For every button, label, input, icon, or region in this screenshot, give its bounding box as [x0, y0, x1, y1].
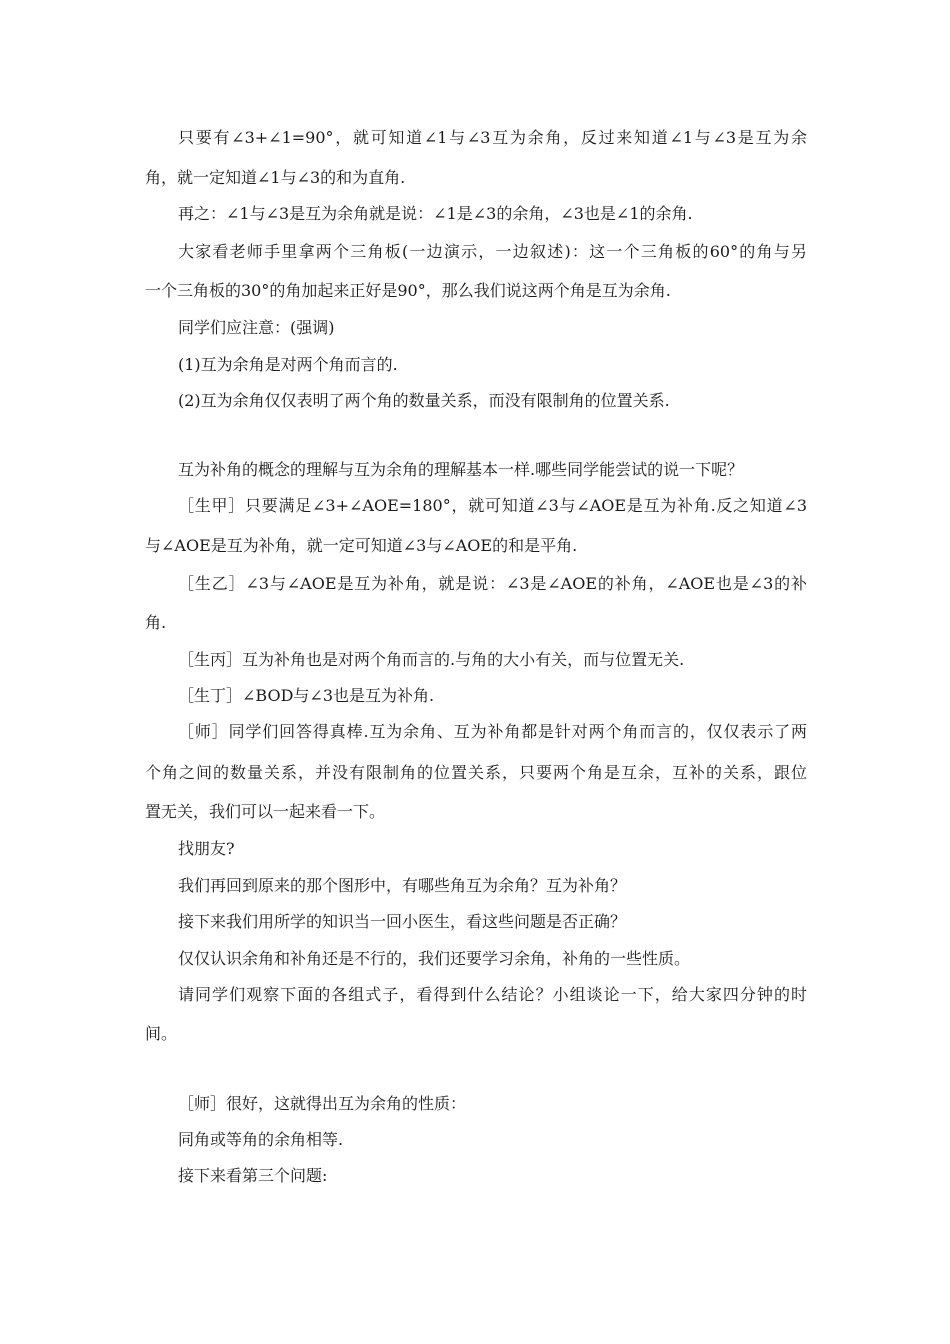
paragraph-line: 同角或等角的余角相等. [178, 1130, 344, 1149]
paragraph-line: 请同学们观察下面的各组式子，看得到什么结论？小组谈论一下，给大家四分钟的时 [178, 985, 807, 1004]
paragraph-line: ［师］同学们回答得真棒.互为余角、互为补角都是针对两个角而言的，仅仅表示了两 [178, 722, 807, 741]
paragraph-line: ［生丁］∠BOD与∠3也是互为补角. [178, 686, 435, 705]
paragraph-line: 找朋友? [178, 839, 235, 858]
paragraph-line: 仅仅认识余角和补角还是不行的，我们还要学习余角，补角的一些性质。 [178, 949, 691, 968]
paragraph-line: 同学们应注意：(强调) [178, 318, 335, 337]
paragraph-line: (2)互为余角仅仅表明了两个角的数量关系，而没有限制角的位置关系. [178, 391, 670, 410]
paragraph-line: 间。 [145, 1024, 178, 1043]
paragraph-line: 置无关，我们可以一起来看一下。 [145, 802, 386, 821]
paragraph-line: 角，就一定知道∠1与∠3的和为直角. [145, 168, 406, 187]
paragraph-line: ［生乙］∠3与∠AOE是互为补角，就是说：∠3是∠AOE的补角，∠AOE也是∠3的补 [178, 574, 807, 593]
paragraph-line: 接下来看第三个问题: [178, 1166, 328, 1185]
paragraph-line: 一个三角板的30°的角加起来正好是90°，那么我们说这两个角是互为余角. [145, 281, 671, 300]
paragraph-line: 角. [145, 613, 167, 632]
paragraph-line: ［生甲］只要满足∠3+∠AOE=180°，就可知道∠3与∠AOE是互为补角.反之知道∠3 [178, 496, 807, 515]
paragraph-line: 我们再回到原来的那个图形中，有哪些角互为余角？互为补角？ [178, 876, 627, 895]
paragraph-line: 只要有∠3+∠1=90°，就可知道∠1与∠3互为余角，反过来知道∠1与∠3是互为余 [178, 128, 807, 147]
paragraph-line: 与∠AOE是互为补角，就一定可知道∠3与∠AOE的和是平角. [145, 536, 578, 555]
paragraph-line: 互为补角的概念的理解与互为余角的理解基本一样.哪些同学能尝试的说一下呢？ [178, 460, 744, 479]
paragraph-line: 接下来我们用所学的知识当一回小医生，看这些问题是否正确？ [178, 912, 627, 931]
paragraph-line: 大家看老师手里拿两个三角板(一边演示，一边叙述)：这一个三角板的60°的角与另 [178, 242, 807, 261]
paragraph-line: 再之：∠1与∠3是互为余角就是说：∠1是∠3的余角，∠3也是∠1的余角. [178, 204, 693, 223]
paragraph-line: ［生丙］互为补角也是对两个角而言的.与角的大小有关，而与位置无关. [178, 650, 685, 669]
paragraph-line: (1)互为余角是对两个角而言的. [178, 355, 398, 374]
paragraph-line: ［师］很好，这就得出互为余角的性质： [178, 1094, 467, 1113]
paragraph-line: 个角之间的数量关系，并没有限制角的位置关系，只要两个角是互余，互补的关系，跟位 [145, 763, 807, 782]
